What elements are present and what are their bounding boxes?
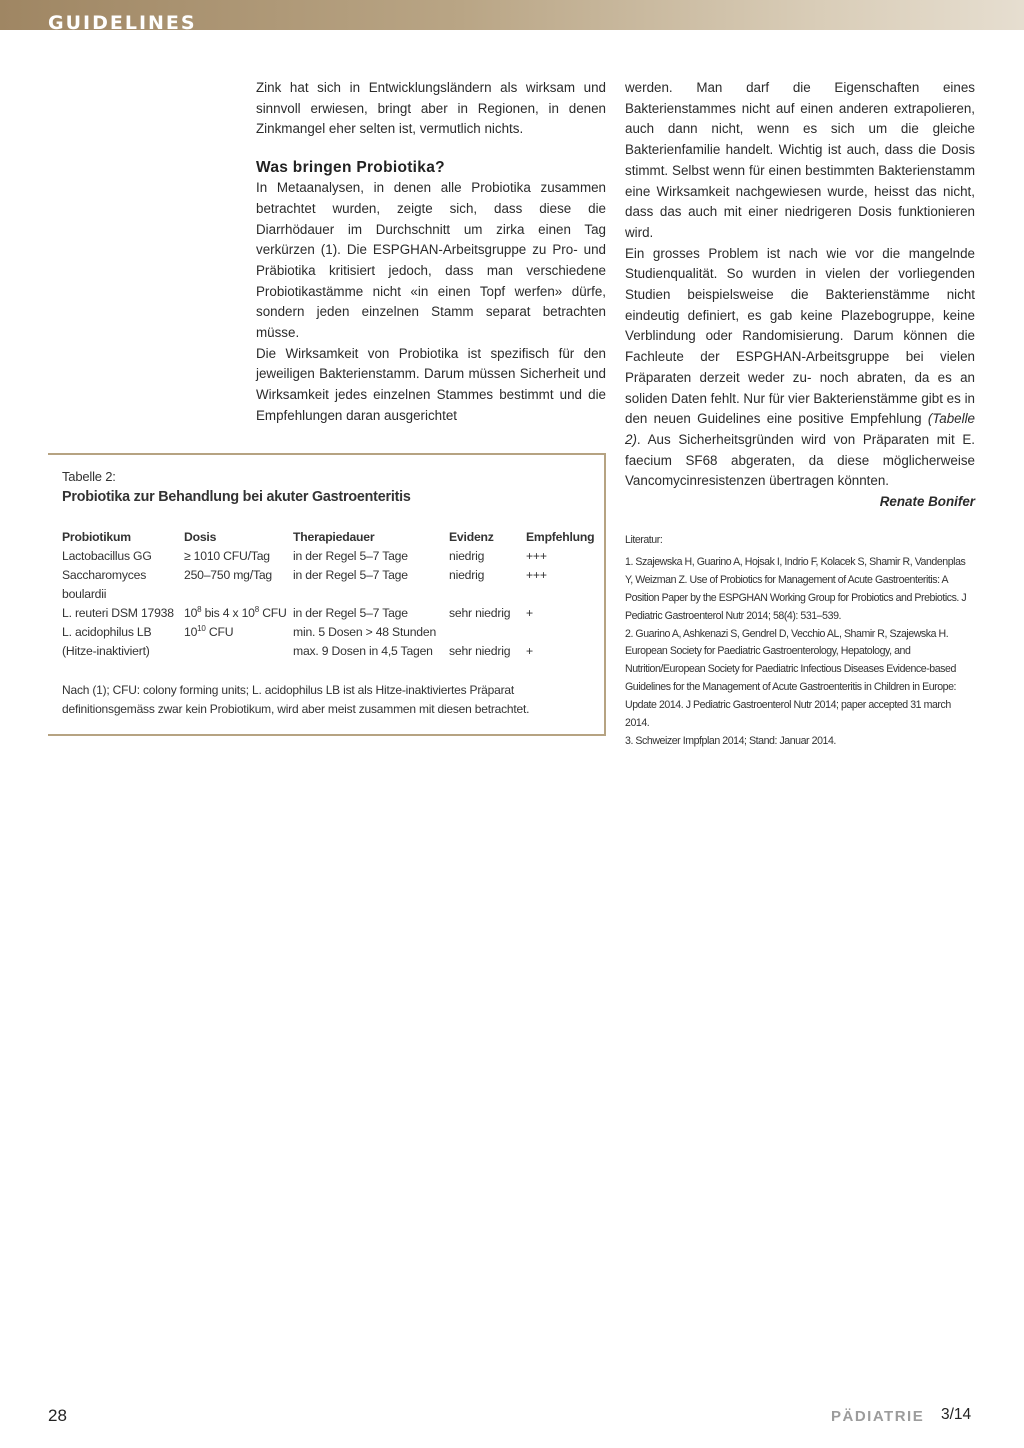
table-cell-dauer: in der Regel 5–7 Tage [293, 606, 408, 620]
body-paragraph: Die Wirksamkeit von Probiotika ist spezifisch für den jeweiligen Bakterienstamm. Darum müssen Sicherheit und Wirksamkeit jedes einzelnen Stammes bestimmt und die Empfehlungen daran ausgerichtet [256, 345, 606, 423]
column-header: Evidenz [449, 530, 494, 544]
dosis-exponent: 8 [254, 604, 260, 614]
table-cell-probiotikum-line2: boulardii [62, 587, 107, 601]
table-reference: (Tabelle 2) [625, 411, 975, 447]
table-label: Tabelle 2: [62, 469, 116, 484]
table-2-box [48, 453, 606, 736]
body-paragraph: werden. Man darf die Eigenschaften eines Bakterienstammes nicht auf einen anderen extrapolieren, auch dann nicht, wenn es sich um die gleiche Bakterienfamilie handelt. Wichtig ist auch, dass die Dosis stimmt. Selbst wenn für einen bestimmten Bakterienstamm eine Wirksamkeit nachgewiesen wurde, heisst das nicht, dass das auch mit einer niedrigeren Dosis funktionieren wird. [625, 80, 975, 240]
table-footnote: Nach (1); CFU: colony forming units; L. acidophilus LB ist als Hitze-inaktiviertes Präparat definitionsgemäss zwar kein Probiotikum, wird aber meist zusammen mit diesen betrachtet. [62, 683, 530, 716]
table-cell-dosis: ≥ 1010 CFU/Tag [184, 549, 270, 563]
table-cell-probiotikum: Lactobacillus GG [62, 549, 152, 563]
section-header [0, 0, 1024, 30]
page-number: 28 [48, 1406, 67, 1425]
table-cell-evidenz: sehr niedrig [449, 644, 511, 658]
table-cell-probiotikum: Saccharomyces [62, 568, 147, 582]
references [625, 532, 975, 751]
issue-number: 3/14 [941, 1406, 972, 1423]
journal-logo: PÄDIATRIE [831, 1408, 925, 1425]
dosis-text: CFU [259, 606, 287, 620]
article-column-middle [256, 78, 606, 427]
table-cell-probiotikum: L. acidophilus LB [62, 625, 152, 639]
table-cell-dauer-line2: max. 9 Dosen in 4,5 Tagen [293, 644, 433, 658]
column-header: Therapiedauer [293, 530, 375, 544]
intro-paragraph: Zink hat sich in Entwicklungsländern als wirksam und sinnvoll erwiesen, bringt aber in Regionen, in denen Zinkmangel eher selten ist, vermutlich nichts. [256, 80, 606, 137]
references-heading: Literatur: [625, 534, 663, 546]
table-cell-empfehlung: +++ [526, 549, 547, 563]
section-heading: Was bringen Probiotika? [256, 159, 445, 177]
table-cell-dauer: in der Regel 5–7 Tage [293, 549, 408, 563]
dosis-text: bis 4 x 10 [201, 606, 255, 620]
body-paragraph: In Metaanalysen, in denen alle Probiotika zusammen betrachtet wurden, zeigte sich, dass diese die Diarrhödauer im Durchschnitt um zirka einen Tag verkürzen (1). Die ESPGHAN-Arbeitsgruppe zu Pro- und Präbiotika kritisiert jedoch, dass man verschiedene Probiotikastämme nicht «in einen Topf werfen» dürfe, sondern jeden einzelnen Stamm separat betrachten müsse. [256, 180, 606, 341]
table-cell-evidenz: sehr niedrig [449, 606, 511, 620]
section-header-label: GUIDELINES [48, 12, 197, 30]
body-text: Ein grosses Problem ist nach wie vor die mangelnde Studienqualität. So wurden in vielen der vorliegenden Studien beispielsweise die Bakterienstämme nicht eindeutig definiert, es gab keine Plazebogruppe, keine Verblindung oder Randomisierung. Darum können die Fachleute der ESPGHAN-Arbeitsgruppe bei vielen Präparaten derzeit weder zu- noch abraten, da es an soliden Daten fehlt. Nur für vier Bakterienstämme gibt es in den neuen Guidelines eine positive Empfehlung [625, 245, 975, 427]
table-cell-empfehlung: + [526, 606, 533, 620]
table-cell-evidenz: niedrig [449, 568, 485, 582]
dosis-text: 10 [184, 625, 198, 639]
table-cell-dosis: 250–750 mg/Tag [184, 568, 272, 582]
reference-item: 1. Szajewska H, Guarino A, Hojsak I, Indrio F, Kolacek S, Shamir R, Vandenplas Y, Weizman Z. Use of Probiotics for Management of Acute Gastroenteritis: A Position Paper by the ESPGHAN Working Group for Probiotics and Prebiotics. J Pediatric Gastroenterol Nutr 2014; 58(4): 531–539. [625, 555, 967, 622]
table-cell-probiotikum-line2: (Hitze-inaktiviert) [62, 644, 150, 658]
article-column-right [625, 78, 975, 513]
body-text: . Aus Sicherheitsgründen wird von Präparaten mit E. faecium SF68 abgeraten, da diese möglicherweise Vancomycinresistenzen übertragen könnten. [625, 431, 975, 489]
table-cell-evidenz: niedrig [449, 549, 485, 563]
dosis-text: CFU [205, 625, 234, 639]
table-cell-dosis [184, 604, 287, 623]
table-title: Probiotika zur Behandlung bei akuter Gastroenteritis [62, 489, 411, 505]
table-cell-empfehlung: +++ [526, 568, 547, 582]
column-header: Dosis [184, 530, 217, 544]
column-header: Probiotikum [62, 530, 131, 544]
reference-item: 3. Schweizer Impfplan 2014; Stand: Januar 2014. [625, 734, 836, 747]
table-cell-dauer: in der Regel 5–7 Tage [293, 568, 408, 582]
table-cell-dosis [184, 623, 233, 642]
table-cell-dauer: min. 5 Dosen > 48 Stunden [293, 625, 437, 639]
table-cell-probiotikum: L. reuteri DSM 17938 [62, 606, 174, 620]
body-paragraph [625, 244, 975, 492]
table-cell-empfehlung: + [526, 644, 533, 658]
dosis-text: 10 [184, 606, 198, 620]
dosis-exponent: 10 [197, 623, 206, 633]
author-name: Renate Bonifer [879, 494, 975, 510]
reference-item: 2. Guarino A, Ashkenazi S, Gendrel D, Vecchio AL, Shamir R, Szajewska H. European Society for Paediatric Gastroenterology, Hepatology, and Nutrition/European Society for Paediatric Infectious Diseases Evidence-based Guidelines for the Management of Acute Gastroenteritis in Children in Europe: Update 2014. J Pediatric Gastroenterol Nutr 2014; paper accepted 31 march 2014. [625, 627, 957, 730]
dosis-exponent: 8 [197, 604, 202, 614]
column-header: Empfehlung [526, 530, 595, 544]
